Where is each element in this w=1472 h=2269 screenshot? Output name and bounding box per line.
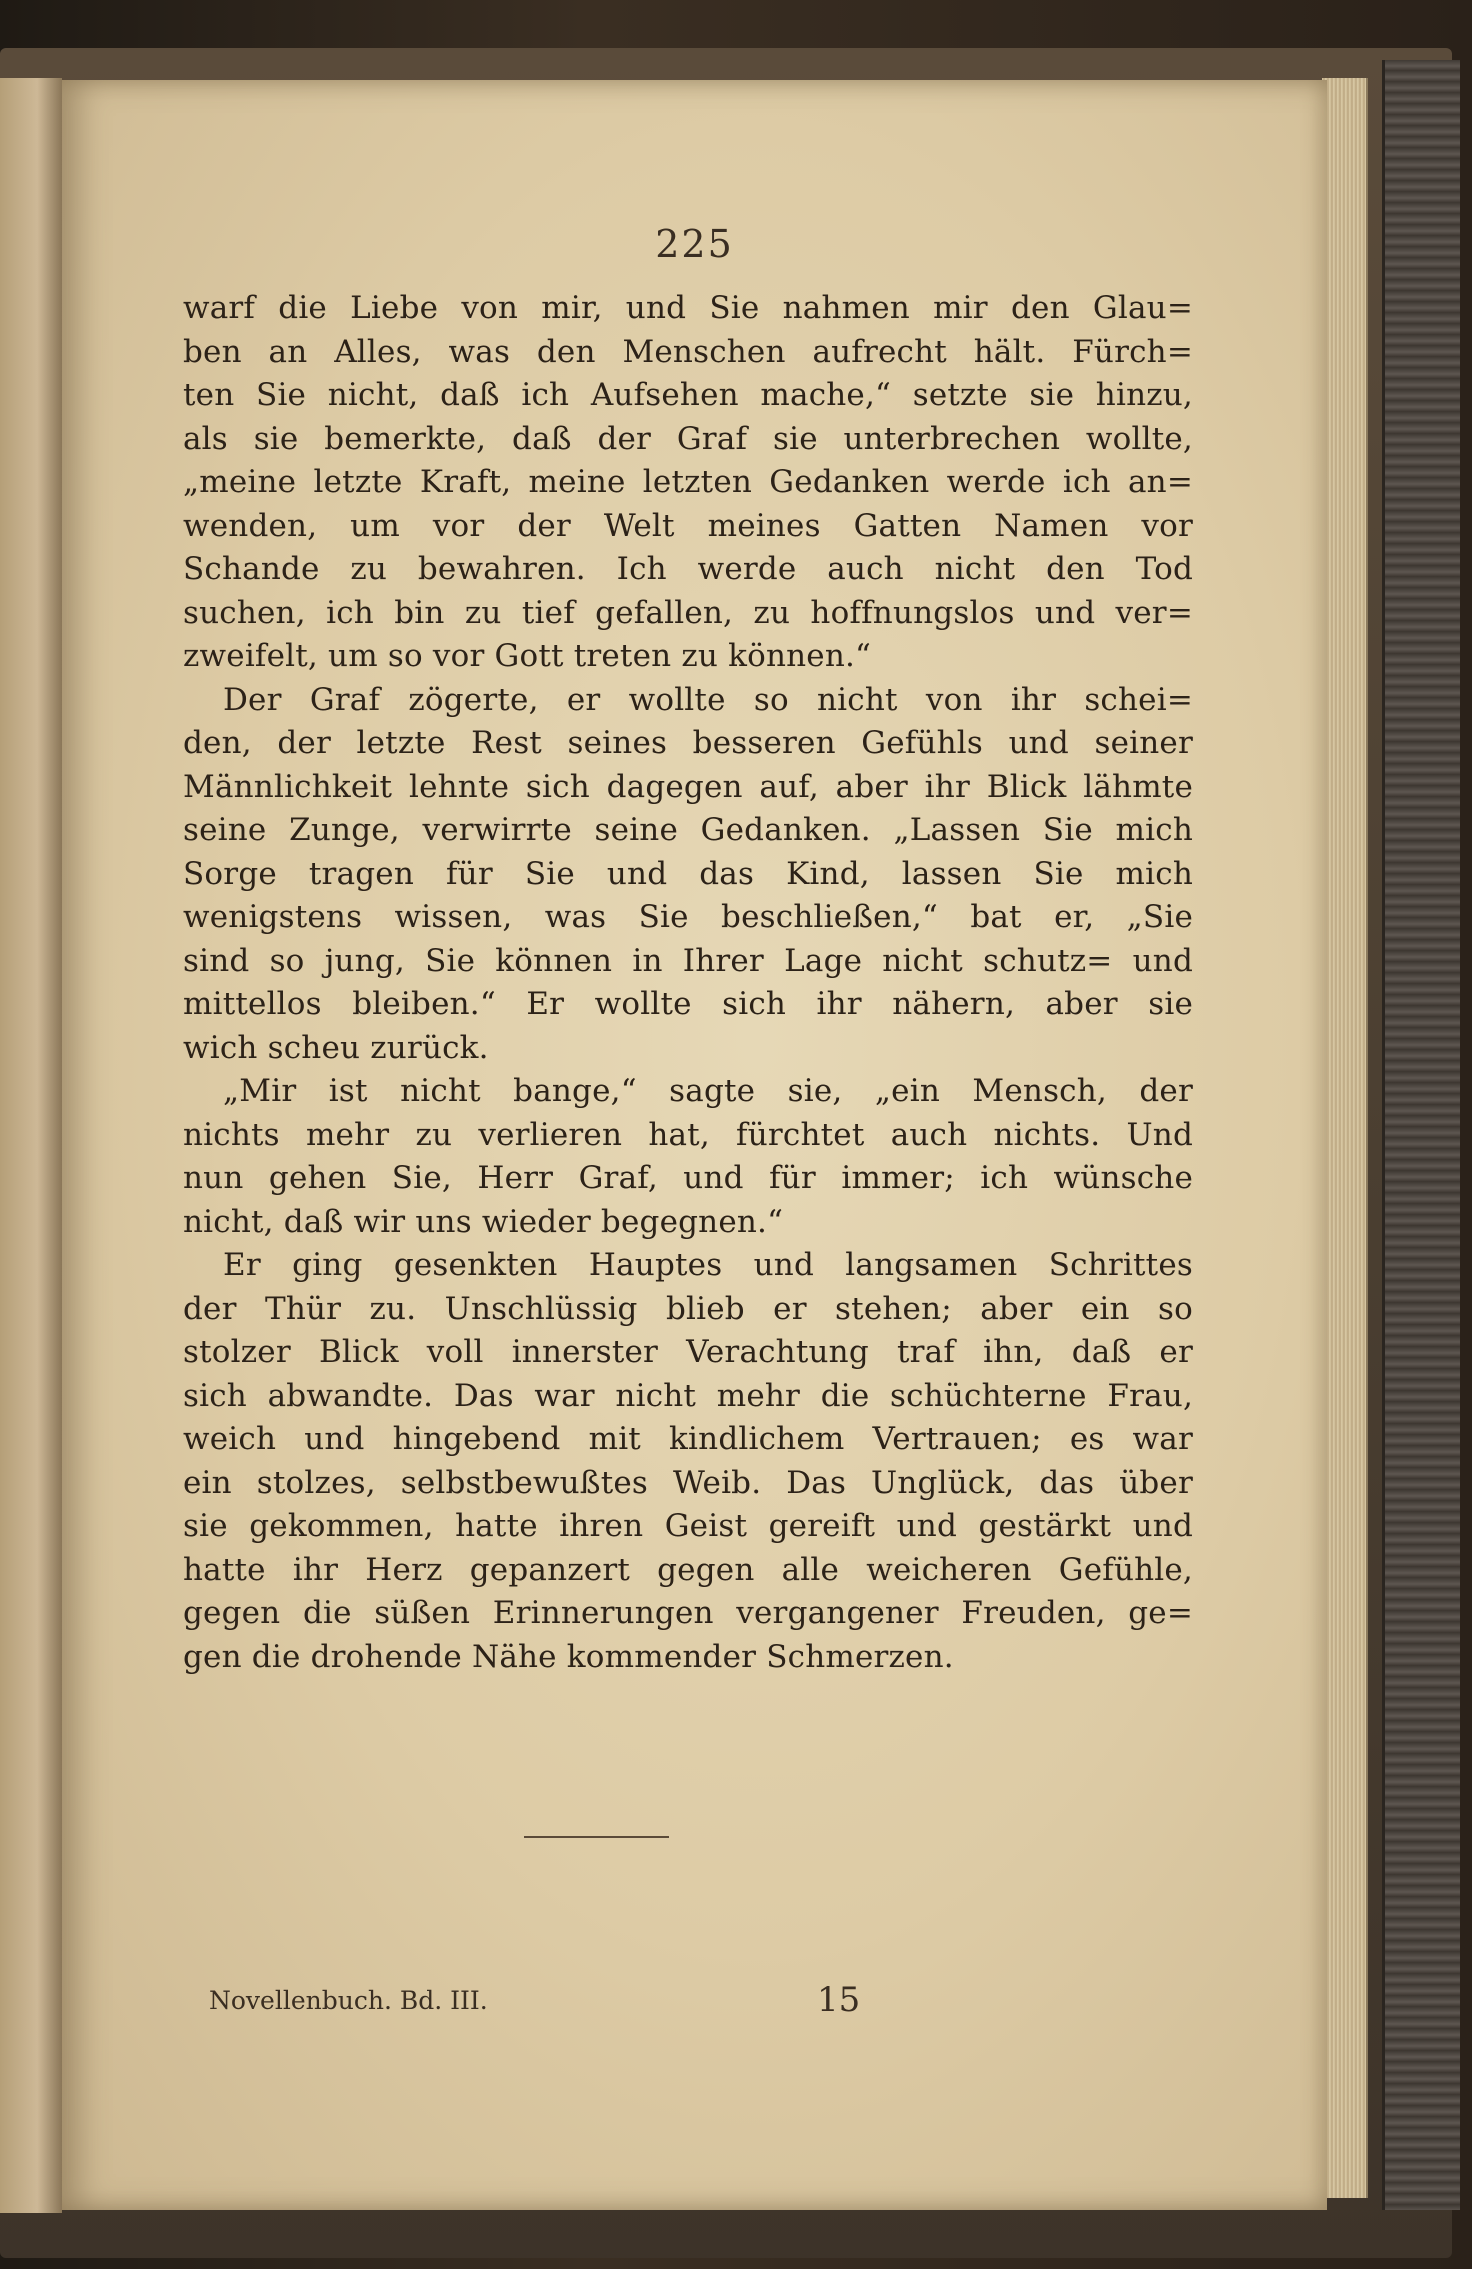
text-line: ten Sie nicht, daß ich Aufsehen mache,“ setzte sie hinzu, (183, 377, 1193, 413)
text-line: Schande zu bewahren. Ich werde auch nicht den Tod (183, 551, 1193, 587)
text-line: mittellos bleiben.“ Er wollte sich ihr nähern, aber sie (183, 986, 1193, 1022)
text-line: Der Graf zögerte, er wollte so nicht von ihr schei= (223, 681, 1193, 718)
text-line: Männlichkeit lehnte sich dagegen auf, aber ihr Blick lähmte (183, 768, 1193, 805)
text-line: seine Zunge, verwirrte seine Gedanken. „Lassen Sie mich (183, 812, 1193, 848)
text-line: „Mir ist nicht bange,“ sagte sie, „ein Mensch, der (223, 1073, 1193, 1109)
page-number: 225 (655, 222, 734, 266)
text-line: als sie bemerkte, daß der Graf sie unterbrechen wollte, (183, 420, 1193, 457)
text-line: hatte ihr Herz gepanzert gegen alle weicheren Gefühle, (183, 1551, 1193, 1588)
text-line: der Thür zu. Unschlüssig blieb er stehen; aber ein so (183, 1290, 1193, 1327)
text-line: Sorge tragen für Sie und das Kind, lassen Sie mich (183, 855, 1193, 892)
text-line: Er ging gesenkten Hauptes und langsamen Schrittes (223, 1247, 1193, 1283)
text-line: warf die Liebe von mir, und Sie nahmen mir den Glau= (183, 290, 1193, 326)
text-line: weich und hingebend mit kindlichem Vertrauen; es war (183, 1421, 1193, 1457)
sheet-number: 15 (817, 1980, 861, 2020)
book-cover-edge (1382, 60, 1460, 2210)
text-line: nichts mehr zu verlieren hat, fürchtet auch nichts. Und (183, 1116, 1193, 1153)
text-line: „meine letzte Kraft, meine letzten Gedanken werde ich an= (183, 464, 1193, 500)
text-line: gen die drohende Nähe kommender Schmerzen. (183, 1638, 954, 1675)
text-line: gegen die süßen Erinnerungen vergangener Freuden, ge= (183, 1595, 1193, 1631)
text-line: nicht, daß wir uns wieder begegnen.“ (183, 1203, 784, 1240)
facing-page-edge (0, 78, 62, 2213)
text-line: den, der letzte Rest seines besseren Gefühls und seiner (183, 725, 1193, 761)
text-line: sich abwandte. Das war nicht mehr die schüchterne Frau, (183, 1377, 1193, 1414)
printer-signature: Novellenbuch. Bd. III. (209, 1986, 488, 2015)
text-line: wenigstens wissen, was Sie beschließen,“ bat er, „Sie (183, 899, 1193, 935)
text-line: ein stolzes, selbstbewußtes Weib. Das Unglück, das über (183, 1464, 1193, 1501)
text-line: zweifelt, um so vor Gott treten zu können.“ (183, 638, 872, 674)
text-line: wich scheu zurück. (183, 1029, 489, 1066)
text-line: wenden, um vor der Welt meines Gatten Namen vor (183, 507, 1193, 544)
section-rule (524, 1836, 669, 1838)
page-body-text (183, 287, 1193, 1679)
text-line: nun gehen Sie, Herr Graf, und für immer; ich wünsche (183, 1160, 1193, 1196)
text-line: ben an Alles, was den Menschen aufrecht hält. Fürch= (183, 333, 1193, 370)
text-line: sind so jung, Sie können in Ihrer Lage nicht schutz= und (183, 942, 1193, 979)
text-line: sie gekommen, hatte ihren Geist gereift und gestärkt und (183, 1508, 1193, 1544)
text-line: suchen, ich bin zu tief gefallen, zu hoffnungslos und ver= (183, 594, 1193, 631)
text-line: stolzer Blick voll innerster Verachtung traf ihn, daß er (183, 1334, 1193, 1370)
book-page (62, 80, 1327, 2210)
page-stack-edges (1322, 78, 1368, 2198)
